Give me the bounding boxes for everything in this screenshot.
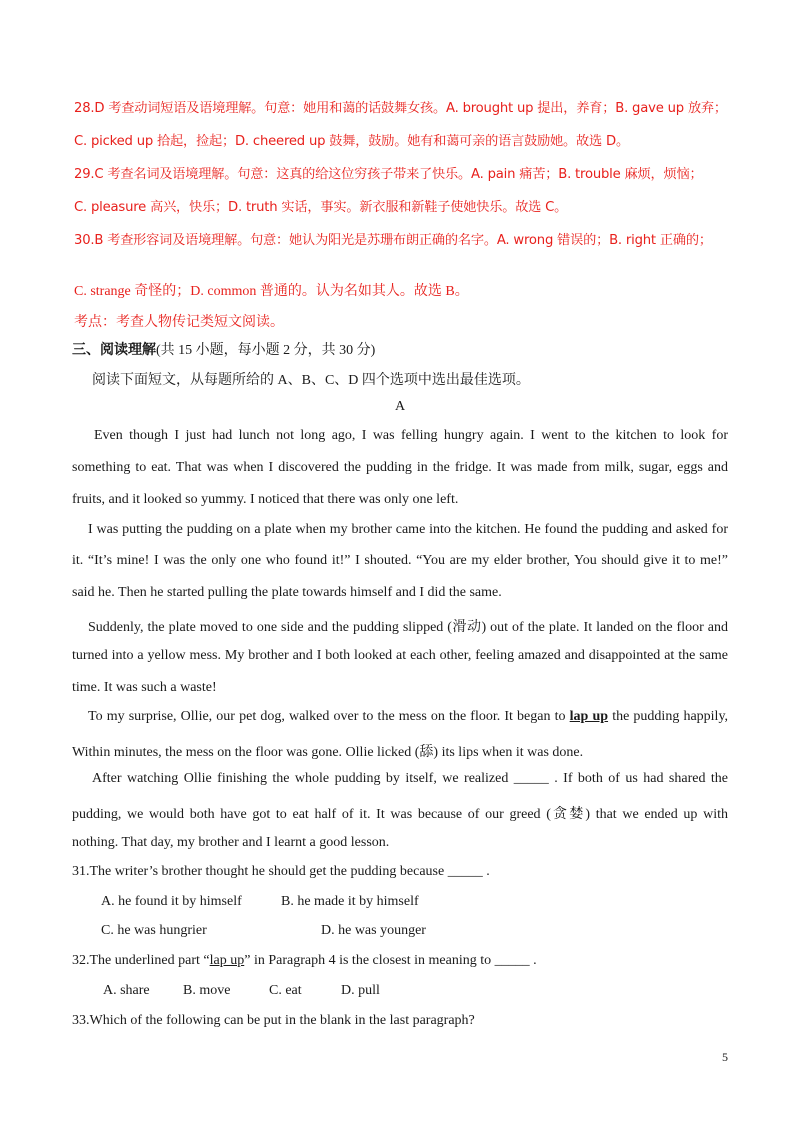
passage-p3-line1: Suddenly, the plate moved to one side and the pudding slipped (滑动) out of the plate. It landed on the floor and bbox=[88, 620, 728, 635]
explanation-28-line2: C. picked up 拾起，捡起；D. cheered up 鼓舞，鼓励。她有和蔼可亲的语言鼓励她。故选 D。 bbox=[74, 134, 629, 149]
question-32-option-d: D. pull bbox=[341, 983, 380, 998]
question-31-option-b: B. he made it by himself bbox=[281, 894, 419, 909]
passage-p1-line3: fruits, and it looked so yummy. I noticed that there was only one left. bbox=[72, 492, 459, 507]
passage-p4-text-a: To my surprise, Ollie, our pet dog, walked over to the mess on the floor. It began to bbox=[88, 709, 566, 724]
passage-p2-line2: it. “It’s mine! I was the only one who found it!” I shouted. “You are my elder brother, You should give it to me!” bbox=[72, 553, 728, 568]
section-heading bbox=[72, 339, 728, 359]
question-33-stem: 33.Which of the following can be put in the blank in the last paragraph? bbox=[72, 1013, 475, 1028]
passage-p4-line1 bbox=[88, 709, 728, 725]
question-32-option-c: C. eat bbox=[269, 983, 302, 998]
passage-p1-line1: Even though I just had lunch not long ago, I was felling hungry again. I went to the kitchen to look for bbox=[94, 428, 728, 443]
question-32-option-a: A. share bbox=[103, 983, 150, 998]
question-31-option-c: C. he was hungrier bbox=[101, 923, 207, 938]
question-32-option-b: B. move bbox=[183, 983, 231, 998]
passage-p2-line1: I was putting the pudding on a plate when my brother came into the kitchen. He found the pudding and asked for bbox=[88, 522, 728, 537]
underlined-phrase: lap up bbox=[569, 709, 609, 724]
question-32-underlined: lap up bbox=[209, 953, 245, 968]
explanation-29-line2: C. pleasure 高兴，快乐；D. truth 实话，事实。新衣服和新鞋子使她快乐。故选 C。 bbox=[74, 200, 568, 215]
passage-p4-text-b: the pudding happily, bbox=[612, 709, 729, 724]
passage-p3-line2: turned into a yellow mess. My brother and I both looked at each other, feeling amazed and disappointed at the same bbox=[72, 648, 728, 663]
passage-p5-line3: nothing. That day, my brother and I learnt a good lesson. bbox=[72, 835, 390, 850]
question-32-stem-a: 32.The underlined part “ bbox=[72, 953, 210, 968]
explanation-30-line2: C. strange 奇怪的；D. common 普通的。认为名如其人。故选 B。 bbox=[74, 284, 469, 299]
question-31-option-a: A. he found it by himself bbox=[101, 894, 242, 909]
exam-point: 考点：考查人物传记类短文阅读。 bbox=[74, 315, 284, 330]
passage-p3-line3: time. It was such a waste! bbox=[72, 680, 217, 695]
passage-p4-line2: Within minutes, the mess on the floor was gone. Ollie licked (舔) its lips when it was done. bbox=[72, 745, 584, 760]
question-31-stem: 31.The writer’s brother thought he should get the pudding because _____ . bbox=[72, 864, 490, 879]
passage-p5-line1: After watching Ollie finishing the whole pudding by itself, we realized _____ . If both of us had shared the bbox=[92, 771, 728, 786]
page-number: 5 bbox=[722, 1050, 728, 1064]
passage-p2-line3: said he. Then he started pulling the plate towards himself and I did the same. bbox=[72, 585, 502, 600]
question-32-stem bbox=[72, 953, 728, 969]
section-score-info: (共 15 小题，每小题 2 分，共 30 分) bbox=[156, 343, 376, 358]
passage-p5-line2: pudding, we would both have got to eat half of it. It was because of our greed (贪婪) that we ended up with bbox=[72, 807, 728, 822]
question-32-stem-b: ” in Paragraph 4 is the closest in meaning to _____ . bbox=[244, 953, 537, 968]
passage-p1-line2: something to eat. That was when I discovered the pudding in the fridge. It was made from milk, sugar, eggs and bbox=[72, 460, 728, 475]
section-instruction: 阅读下面短文，从每题所给的 A、B、C、D 四个选项中选出最佳选项。 bbox=[92, 373, 530, 388]
explanation-30-line1: 30.B 考查形容词及语境理解。句意：她认为阳光是苏珊布朗正确的名字。A. wrong 错误的；B. right 正确的； bbox=[74, 233, 712, 248]
question-31-option-d: D. he was younger bbox=[321, 923, 426, 938]
section-title: 三、阅读理解 bbox=[72, 343, 156, 358]
explanation-29-line1: 29.C 考查名词及语境理解。句意：这真的给这位穷孩子带来了快乐。A. pain 痛苦；B. trouble 麻烦，烦恼； bbox=[74, 167, 703, 182]
passage-label: A bbox=[394, 399, 406, 414]
explanation-28-line1: 28.D 考查动词短语及语境理解。句意：她用和蔼的话鼓舞女孩。A. brought up 提出，养育；B. gave up 放弃； bbox=[74, 101, 727, 116]
